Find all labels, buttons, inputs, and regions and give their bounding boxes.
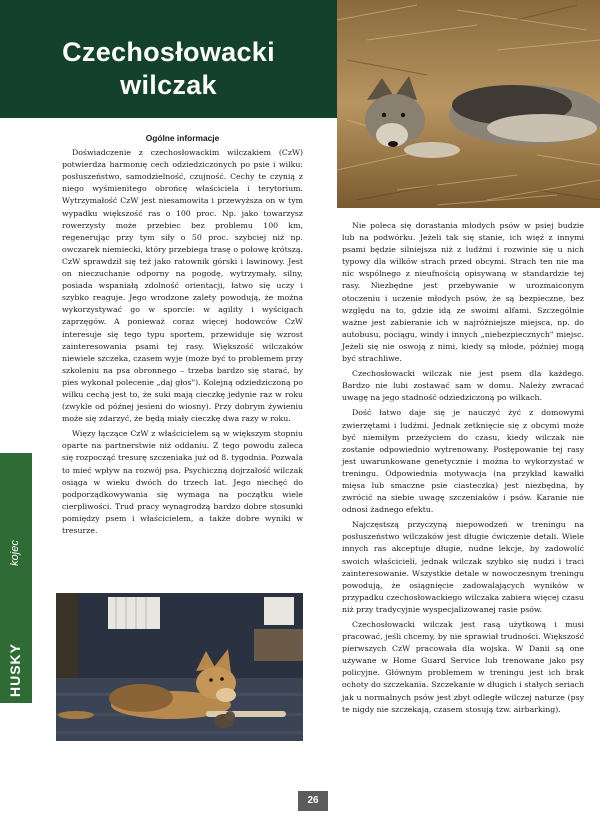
left-column [62,132,303,537]
paragraph: Czechosłowacki wilczak jest rasą użytkową i musi pracować, jeśli chcemy, by nie sprawiał trudności. Większość pierwszych CzW pracowała dla wojska. W Danii są one używane w Home Guard Service lub trenowane jako psy policyjne. Głównym problemem w treningu jest ich brak ochoty do szczekania. Szczekanie w długich i stałych seriach jak u normalnych psów jest zbyt odległe wilczej naturze (psy te nigdy nie szczekają, czasem stosują tzw. airbarking). [342,620,584,714]
subsection-label: kojec [9,540,21,566]
section-heading: Ogólne informacje [145,133,220,143]
paragraph: Więzy łączące CzW z właścicielem są w większym stopniu oparte na partnerstwie niż oddaniu. Z tego powodu zaleca się rozpocząć tresurę szczeniaka już od 8. tygodnia. Pozwala to mieć wpływ na rozwój psa. Psychiczną dojrzałość wilczak osiąga w wieku dwóch do trzech lat. Jego niechęć do podporządkowywania się wymaga na początku wiele cierpliwości. Trud pracy wynagrodzą bardzo dobre stosunki pomiędzy psem i właścicielem, a także dobre wyniki w tresurze. [62,429,303,535]
title-line-2: wilczak [120,70,217,100]
paragraph: Czechosłowacki wilczak nie jest psem dla każdego. Bardzo nie lubi zostawać sam w domu. Należy zwracać uwagę na jego stadność odziedziczoną po wilkach. [342,369,584,403]
wolfdog-kitten-illustration [56,593,303,741]
photo-wolfdog-with-kitten [56,593,303,741]
section-label: HUSKY [7,643,23,698]
paragraph: Najczęstszą przyczyną niepowodzeń w treningu na posłuszeństwo wilczaków jest długie ćwiczenie detali. Wiele innych ras akceptuje długie, nudne lekcje, by zadowolić swoich właścicieli, jednak wilczak szybko się nudzi i traci zainteresowanie. Wszystkie detale w nowoczesnym treningu powodują, że osiągnięcie zadowalających wyników w przypadku czechosłowackiego wilczaka zabiera więcej czasu niż przy tradycyjnie wyspecjalizowanej rasie psów. [342,520,584,614]
section-sidebar [0,453,32,703]
paragraph: Doświadczenie z czechosłowackim wilczakiem (CzW) potwierdza harmonię cech odziedziczonych po psie i wilku: posłuszeństwo, samodzielność, czujność. Cechy te czynią z niego wyśmienitego obrońcę właściciela i terytorium. Wytrzymałość CzW jest niesamowita i przewyższa on w tym wypadku większość ras o 100 proc. Np. jako towarzysz rowerzysty może przebiec bez problemu 100 km, regenerując przy tym siły o 50 proc. szybciej niż np. owczarek niemiecki, który przebiega trasę o połowę krótszą. CzW sprawdził się też jako ratownik górski i lawinowy. Jest on nieczuchanie odporny na pogodę, wytrzymały, silny, posiada wspaniałą zdolność orientacji, łatwo się uczy i szybko reaguje. Jego wrodzone zalety powodują, że można wykorzystywać go w sporcie: w agility i wyścigach zaprzęgów. A ponieważ coraz więcej hodowców CzW interesuje się tego typu sportem, przewiduje się wzrost zainteresowania psami tej rasy. Większość wilczaków niewiele szczeka, czasem wyje (może być to problemem przy szkoleniu na psa obronnego – trzeba bardzo się starać, by pies wykonał polecenie „daj głos"). Kolejną odziedziczoną po wilku cechą jest to, że suki mają cieczkę jedynie raz w roku (zwykle od późnej jesieni do wiosny). Przy dobrym żywieniu może się zdarzyć, że będą miały cieczkę dwa razy w roku. [62,148,303,424]
photo-wolfdog-in-straw [337,0,600,208]
paragraph: Nie poleca się dorastania młodych psów w psiej budzie lub na podwórku. Jeżeli tak się stanie, ich więź z innymi psami będzie silniejsza niż z ludźmi i rozwinie się u nich typowy dla wilków strach przed obcymi. Strach ten nie ma nic wspólnego z nieufnością opisywaną w standardzie tej rasy. Niezbędne jest przebywanie w urozmaiconym otoczeniu i uczenie młodych psów, że są bezpieczne, bez względu na to, gdzie idą ze swoimi alfami. Szczególnie ważne jest zabieranie ich w najróżniejsze miejsca, np. do autobusu, pociągu, windy i innych „niebezpiecznych" miejsc. Jeżeli się nie oswoją z nimi, kiedy są młode, później mogą być strachliwe. [342,221,584,364]
wolfdog-straw-illustration [337,0,600,208]
title-banner [0,0,337,118]
paragraph: Dość łatwo daje się je nauczyć żyć z domowymi zwierzętami i ludźmi. Jednak zetknięcie się z obcymi może być niemiłym przeżyciem do czasu, kiedy wilczak nie zostanie odpowiednio wytrenowany. Postępowanie tej rasy jest uwarunkowane genetycznie i można to wykorzystać w treningu. Odpowiednia motywacja (na przykład kawałki mięsa lub smaczne psie ciasteczka) jest niezbędna, by zwrócić na siebie uwagę szczeniaków i psów. Karanie nie odnosi żadnego efektu. [342,408,584,515]
page-number: 26 [298,791,328,811]
article-title [0,36,337,102]
right-column [342,220,584,716]
title-line-1: Czechosłowacki [62,37,275,67]
